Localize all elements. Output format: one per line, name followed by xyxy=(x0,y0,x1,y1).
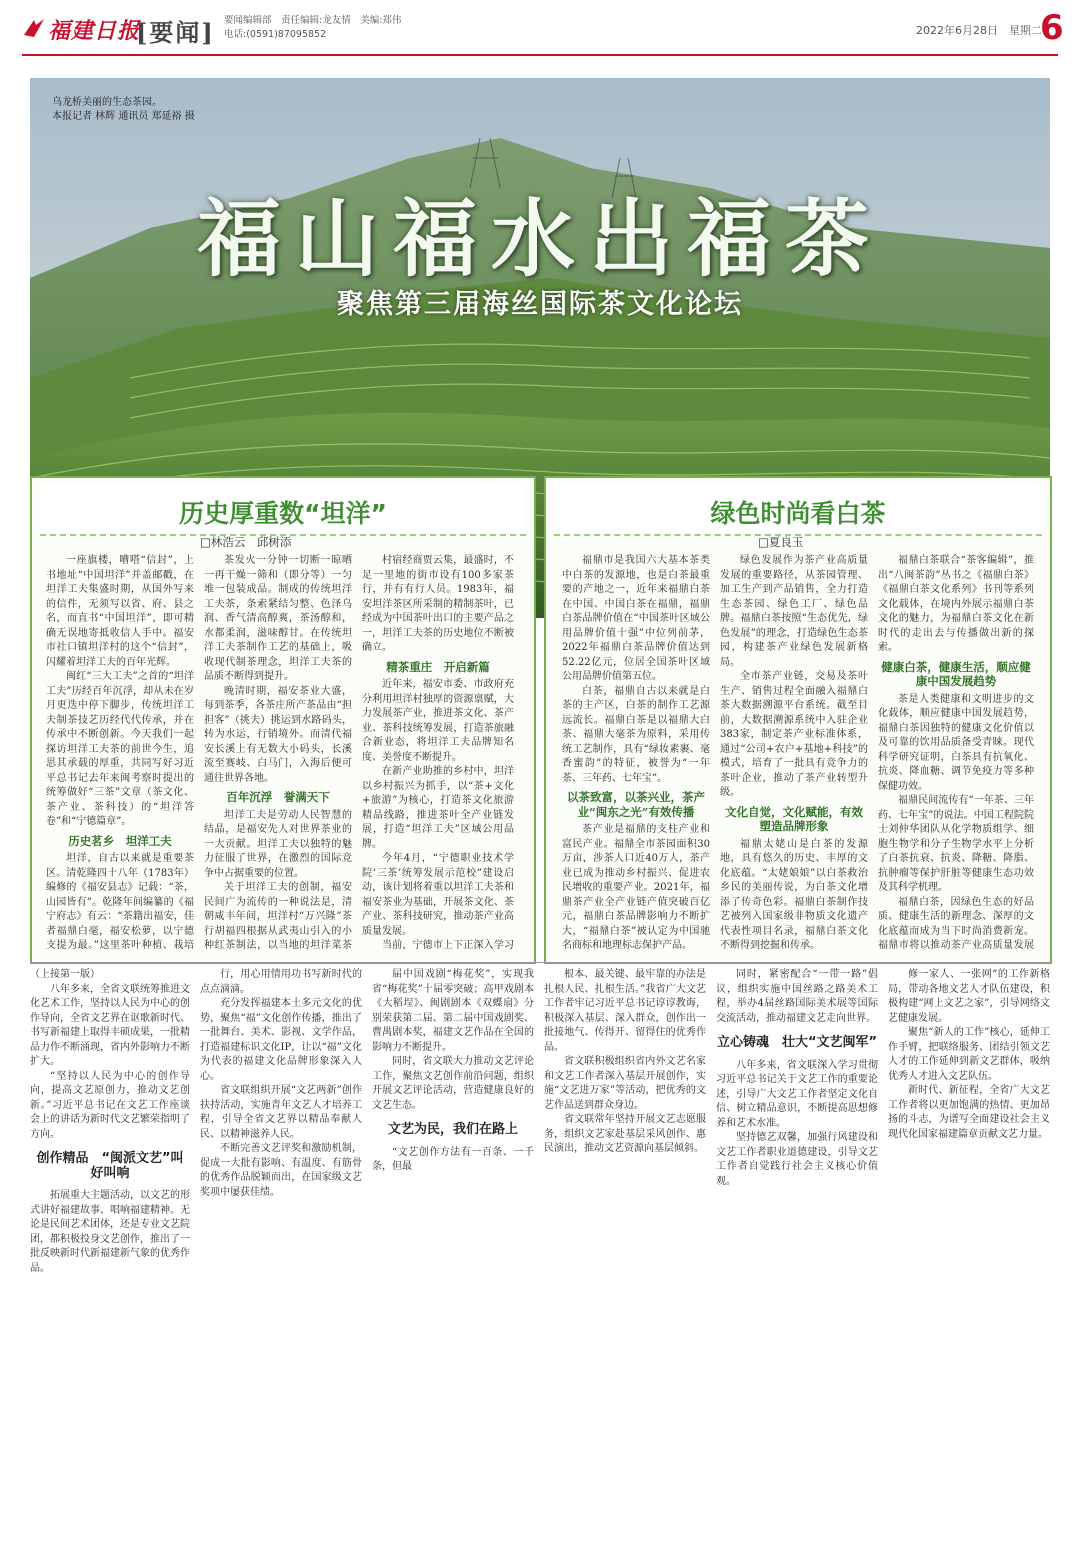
right-article-column-3 xyxy=(878,554,1034,954)
photographer-credit: 本报记者 林辉 通讯员 郑延裕 摄 xyxy=(52,111,195,122)
editors-line: 要闻编辑部 责任编辑:龙友情 美编:郑伟 xyxy=(224,15,402,26)
right-article-column-2 xyxy=(720,554,868,954)
paragraph: 行，用心用情用功书写新时代的点点滴滴。 xyxy=(200,969,362,995)
bottom-article-column-2 xyxy=(200,968,362,1534)
paragraph: 省文联常年坚持开展文艺志愿服务，组织文艺家赴基层采风创作、惠民演出，推动文艺资源向基层倾斜。 xyxy=(544,1114,706,1154)
continued-marker: （上接第一版） xyxy=(30,969,100,980)
left-article-column-3 xyxy=(362,554,514,954)
paragraph: 八年多来，省文联深入学习贯彻习近平总书记关于文艺工作的重要论述，引导广大文艺工作者坚定文化自信、树立精品意识，不断提高思想修养和艺术水准。 xyxy=(716,1059,878,1129)
paragraph: 白茶，福鼎自古以来就是白茶的主产区，白茶的制作工艺源远流长。福鼎白茶是以福鼎大白茶、福鼎大毫茶为原料，采用传统工艺制作，具有“绿妆素裹、毫香蜜韵”的特征，被誉为“一年茶、三年药、七年宝”。 xyxy=(562,685,710,784)
paragraph: 茶发火一分钟一切断一晾晒一再干燥一筛和（即分等）一匀堆一包装成品。制成的传统坦洋工夫茶，条索紧结匀整、色泽乌润、香气清高醇爽，茶汤醇和，水都柔润，滋味醇甘。在传统坦洋工夫茶制作工艺的基础上，吸收现代制茶理念，坦洋工夫茶的品质不断得到提升。 xyxy=(204,555,352,682)
paragraph: 全市茶产业链，交易及茶叶生产、销售过程全面融入福鼎白茶大数据溯源平台系统。截至目前，大数据溯源系统中入驻企业383家，制定茶产业标准体系，通过“公司+农户+基地+科技”的模式，培育了一批具有竞争力的茶叶企业，推动了茶产业转型升级。 xyxy=(720,671,868,798)
bottom-article-column-1 xyxy=(30,968,190,1534)
paragraph: 一座旗楼，嘈嗒“信封”，上书地址“中国坦洋”并盖邮戳，在坦洋工夫集盛时期，从国外写来的信件，无须写以省、府、县之名，而直书“中国坦洋”，即可精确无误地寄抵收信人手中。福安市社口镇坦洋村的这个“信封”，闪耀着坦洋工夫的百年光辉。 xyxy=(46,555,194,668)
paragraph: 绿色发展作为茶产业高质量发展的重要路径，从茶园管理、加工生产到产品销售，全力打造生态茶园、绿色工厂、绿色品牌。福鼎白茶按照“生态优先，绿色发展”的理念，打造绿色生态茶园，构建茶产业绿色发展新格局。 xyxy=(720,555,868,668)
paragraph: “文艺创作方法有一百条、一千条，但最 xyxy=(372,1146,534,1172)
right-article-byline: □夏良玉 xyxy=(758,535,804,549)
paragraph: 茶是人类健康和文明进步的文化载体，顺应健康中国发展趋势，福鼎白茶因独特的健康文化价值以及可靠的饮用品质备受青睐。现代科学研究证明，白茶具有抗氧化、抗炎、降血糖、调节免疫力等多种保健功效。 xyxy=(878,693,1034,792)
section-heading: 文艺为民，我们在路上 xyxy=(387,1122,518,1137)
paragraph: 闽红“三大工夫”之首的“坦洋工夫”历经百年沉浮，却从未在岁月更迭中停下脚步，传统坦洋工夫制茶技艺历经代代传承，并在传承中不断创新。今天我们一起探访坦洋工夫茶的前世今生，追思其承载的厚重，共同写好习近平总书记去年来闽考察时提出的统筹做好“三茶”文章（茶文化、茶产业、茶科技）的“坦洋答卷”和“宁德篇章”。 xyxy=(46,671,194,827)
bottom-article-column-6 xyxy=(888,968,1050,1534)
section-tag: [要闻] xyxy=(136,18,215,47)
logo-swoosh-icon xyxy=(22,17,46,39)
section-heading: 历史茗乡 坦洋工夫 xyxy=(68,833,172,848)
photo-caption: 乌龙桥美丽的生态茶园。 xyxy=(52,97,162,108)
paragraph: 坦洋，自古以来就是重要茶区。清乾隆四十八年（1783年）编修的《福安县志》记载：“茶，山园皆有”。乾隆年间编纂的《福宁府志》有云：“茶籍出福安，佳者福鼎白毫，福安松萝，以宁德支提为最。”这里茶叶种植、栽培 xyxy=(46,853,194,951)
page-number: 6 xyxy=(1040,8,1064,48)
paragraph: 根本、最关键、最牢靠的办法是扎根人民、扎根生活。”我省广大文艺工作者牢记习近平总书记谆谆教诲，积极深入基层、深入群众，创作出一批接地气、传得开、留得住的优秀作品。 xyxy=(544,969,706,1053)
section-heading: 健康白茶，健康生活，顺应健康中国发展趋势 xyxy=(881,659,1031,688)
bottom-divider xyxy=(30,962,1050,963)
left-article-title: 历史厚重数“坦洋” xyxy=(179,499,387,528)
paragraph: 福鼎市是我国六大基本茶类中白茶的发源地，也是白茶最重要的产地之一，近年来福鼎白茶在中国、中国白茶在福鼎，福鼎白茶品牌价值在“中国茶叶区域公用品牌价值十强”中位列前茅，2022年福鼎白茶品牌价值达到52.22亿元，位居全国茶叶区域公用品牌价值第五位。 xyxy=(562,555,710,682)
left-article-column-2 xyxy=(204,554,352,954)
photo-credit xyxy=(52,96,195,124)
page-subtitle: 聚焦第三届海丝国际茶文化论坛 xyxy=(337,289,743,320)
page-title: 福山福水出福茶 xyxy=(196,189,883,288)
paragraph: 近年来，福安市委、市政府充分利用坦洋村独厚的资源禀赋，大力发展茶产业，推进茶文化、茶产业、茶科技统筹发展，打造茶旅融合新业态，将坦洋工夫品牌知名度、美誉度不断提升。 xyxy=(362,679,514,763)
bottom-article-column-4 xyxy=(544,968,706,1534)
right-article-column-1 xyxy=(562,554,710,954)
left-article-column-1 xyxy=(46,554,194,954)
paragraph: 修一家人、一张网”的工作新格局，带动各地文艺人才队伍建设，积极构建“网上文艺之家”，引导网络文艺健康发展。 xyxy=(888,969,1050,1024)
paragraph: 晚清时期，福安茶业大盛，每到茶季，各茶庄所产茶品由“担担客”（挑夫）挑运到水路码头，转为水运，行销境外。而清代福安长溪上有无数大小码头，长溪流至赛岐、白马门，入海后便可通往世界各地。 xyxy=(204,685,352,784)
paragraph xyxy=(562,954,710,955)
paper-name: 福建日报 xyxy=(48,18,141,44)
paragraph: 在新产业助推的乡村中，坦洋以乡村振兴为抓手，以“茶+文化+旅游”为核心，打造茶文化旅游精品线路，推进茶叶全产业链发展，打造“坦洋工夫”区域公用品牌。 xyxy=(362,766,514,850)
paragraph xyxy=(720,954,868,955)
paragraph: 省文联组织开展“文艺两新”创作扶持活动，实施青年文艺人才培养工程，引导全省文艺界以精品奉献人民、以精神滋养人民。 xyxy=(200,1085,362,1140)
paragraph: 新时代、新征程，全省广大文艺工作者将以更加饱满的热情、更加昂扬的斗志，为谱写全面建设社会主义现代化国家福建篇章贡献文艺力量。 xyxy=(888,1085,1050,1140)
paragraph: 村宿经商贾云集，最盛时，不足一里地的街市设有100多家茶行，并有有行人员。1983年，福安坦洋茶区所采制的精制茶叶，已经成为中国茶叶出口的主要产品之一，坦洋工夫茶的历史地位不断被确立。 xyxy=(362,555,514,653)
paragraph: 聚焦“新人的工作”核心，延伸工作手臂，把联络服务、团结引领文艺人才的工作延伸到新文艺群体，吸纳优秀人才进入文艺队伍。 xyxy=(888,1027,1050,1082)
bottom-col1-body xyxy=(30,983,190,1277)
paragraph: 同时，省文联大力推动文艺评论工作，聚焦文艺创作前沿问题，组织开展文艺评论活动，营造健康良好的文艺生态。 xyxy=(372,1056,534,1111)
paragraph: 坦洋工夫是劳动人民智慧的结晶，是福安先人对世界茶业的一大贡献。坦洋工夫以独特的魅力征服了世界，在激烈的国际竞争中占据重要的位置。 xyxy=(204,809,352,879)
paragraph: 今年4月，“宁德职业技术学院‘三茶’统筹发展示范校”建设启动，该计划将着重以坦洋工夫茶和福安茶业为基础，开展茶文化、茶产业、茶科技研究，推动茶产业高质量发展。 xyxy=(362,853,514,937)
paragraph: 关于坦洋工夫的创制，福安民间广为流传的一种说法是，清朝咸丰年间，坦洋村“万兴隆”茶行胡福四根据从武夷山引入的小种红茶制法，以当地的坦洋菜茶 xyxy=(204,882,352,951)
paragraph: 同时，紧密配合“一带一路”倡议，组织实施中国丝路之路美术工程，举办4届丝路国际美术展等国际交流活动，推动福建文艺走向世界。 xyxy=(716,969,878,1024)
paragraph: “坚持以人民为中心的创作导向，提高文艺原创力，推动文艺创新。”习近平总书记在文艺工作座谈会上的讲话为新时代文艺繁荣指明了方向。 xyxy=(30,1070,190,1140)
left-article-byline: □林浩云 邱树添 xyxy=(200,535,292,549)
paragraph: 省文联积极组织省内外文艺名家和文艺工作者深入基层开展创作，实施“文艺进万家”等活动，把优秀的文艺作品送到群众身边。 xyxy=(544,1056,706,1111)
right-article-title: 绿色时尚看白茶 xyxy=(710,499,886,528)
editors-info xyxy=(224,14,401,42)
paragraph: 充分发挥福建本土多元文化的优势，聚焦“福”文化创作传播，推出了一批舞台、美术、影视、文学作品，打造福建标识文化IP，让以“福”文化为代表的福建文化品牌形象深入人心。 xyxy=(200,998,362,1082)
section-heading: 创作精品 “闽派文艺”叫好叫响 xyxy=(36,1151,184,1181)
paragraph: 福鼎白茶联合“茶客编辑”，推出“八闽茶韵”丛书之《福鼎白茶》《福鼎白茶文化系列》书刊等系列文化载体，在境内外展示福鼎白茶文化的魅力，为福鼎白茶文化在新时代的走出去与传播做出新的探索。 xyxy=(878,555,1034,653)
paragraph: 拓展重大主题活动，以文艺的形式讲好福建故事、唱响福建精神。无论是民间艺术团体，还是专业文艺院团，都积极投身文艺创作，推出了一批反映新时代新福建新气象的优秀作品。 xyxy=(30,1190,190,1274)
bottom-article-column-3 xyxy=(372,968,534,1534)
section-heading: 文化自觉，文化赋能，有效塑造品牌形象 xyxy=(725,804,863,833)
paragraph: 福鼎太姥山是白茶的发源地，具有悠久的历史、丰厚的文化底蕴。“太姥娘娘”以白茶救治乡民的美丽传说，为白茶文化增添了传奇色彩。福鼎白茶制作技艺被列入国家级非物质文化遗产代表性项目名录，福鼎白茶文化不断得到挖掘和传承。 xyxy=(720,838,868,951)
phone-line: 电话:(0591)87095852 xyxy=(224,29,327,40)
paragraph: 不断完善文艺评奖和激励机制，促成一大批有影响、有温度、有筋骨的优秀作品脱颖而出，在国家级文艺奖项中屡获佳绩。 xyxy=(200,1143,362,1198)
section-heading: 百年沉浮 誉满天下 xyxy=(226,790,330,804)
section-heading: 以茶致富，以茶兴业，茶产业“闽东之光”有效传播 xyxy=(567,790,705,819)
section-heading: 精茶重庄 开启新篇 xyxy=(386,659,490,674)
bottom-article-column-5 xyxy=(716,968,878,1534)
paragraph: 八年多来，全省文联统筹推进文化艺术工作，坚持以人民为中心的创作导向，全省文艺界在讴歌新时代、书写新福建上取得丰硕成果，一批精品力作不断涌现，省内外影响力不断扩大。 xyxy=(30,983,190,1067)
paragraph: 茶产业是福鼎的支柱产业和富民产业。福鼎全市茶园面积30万亩，涉茶人口近40万人，茶产业已成为推动乡村振兴、促进农民增收的重要产业。2021年，福鼎茶产业全产业链产值突破百亿元，福鼎白茶品牌影响力不断扩大，“福鼎白茶”被认定为中国驰名商标和地理标志保护产品。 xyxy=(562,824,710,951)
paragraph: 当前，宁德市上下正深入学习 xyxy=(382,940,514,951)
paragraph: 届中国戏剧“梅花奖”，实现我省“梅花奖”十届零突破；高甲戏剧本《大稻埕》、闽剧剧本《双蝶扇》分别荣获第二届、第二届中国戏剧奖、曹禺剧本奖，福建文艺作品在全国的影响力不断提升。 xyxy=(372,969,534,1053)
issue-date: 2022年6月28日 星期二 xyxy=(916,24,1042,37)
section-heading: 立心铸魂 壮大“文艺闽军” xyxy=(716,1035,878,1050)
paragraph: 福鼎民间流传有“一年茶、三年药、七年宝”的说法。中国工程院院士刘仲华团队从化学物质组学、细胞生物学和分子生物学水平上分析了白茶抗衰、抗炎、降糖、降脂、抗肿瘤等保护肝脏等健康生态功效及其科学机理。 xyxy=(878,795,1034,893)
paragraph: 坚持德艺双馨，加强行风建设和文艺工作者职业道德建设，引导文艺工作者自觉践行社会主义核心价值观。 xyxy=(716,1132,878,1187)
masthead-rule xyxy=(22,54,1058,56)
paragraph: 福鼎白茶，因绿色生态的好品质、健康生活的新理念、深厚的文化底蕴而成为当下时尚消费新宠。福鼎市将以推动茶产业高质量发展 xyxy=(878,896,1034,951)
masthead xyxy=(0,0,1080,66)
